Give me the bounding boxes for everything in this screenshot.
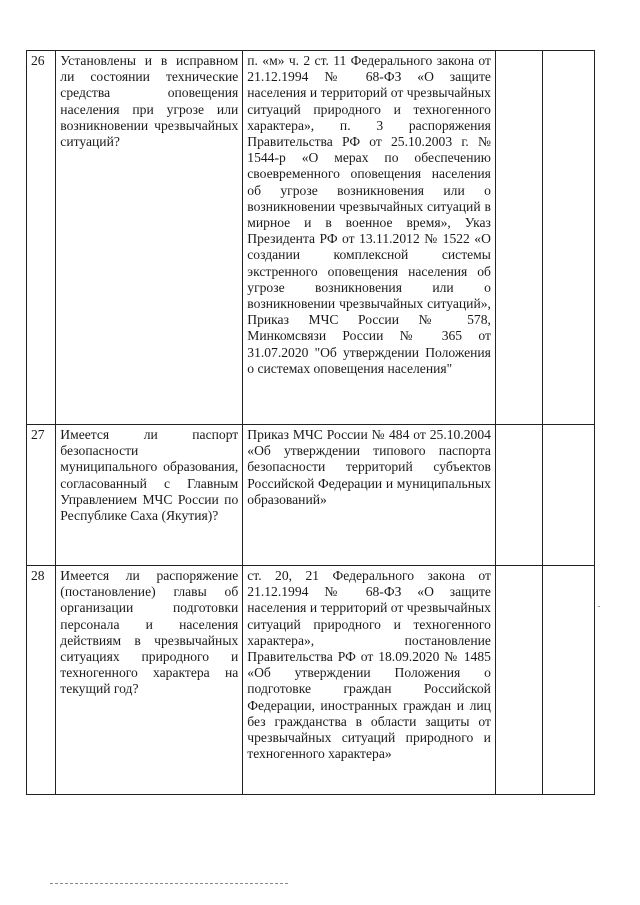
scan-artifact bbox=[598, 606, 600, 607]
empty-note-cell bbox=[543, 425, 595, 566]
table-row bbox=[27, 51, 595, 425]
row-number: 28 bbox=[27, 566, 56, 795]
row-number: 26 bbox=[27, 51, 56, 425]
legal-basis-cell: ст. 20, 21 Федерального закона от 21.12.1994 № 68-ФЗ «О защите населения и территорий от чрезвычайных ситуаций природного и техногенного характера», постановление Правительства РФ от 18.09.2020 № 1485 «Об утверждении Положения о подготовке граждан Российской Федерации, иностранных граждан и лиц без гражданства в области защиты от чрезвычайных ситуаций природного и техногенного характера» bbox=[243, 566, 496, 795]
legal-basis-cell: Приказ МЧС России № 484 от 25.10.2004 «Об утверждении типового паспорта безопасности территорий субъектов Российской Федерации и муниципальных образований» bbox=[243, 425, 496, 566]
table-row bbox=[27, 425, 595, 566]
empty-result-cell bbox=[495, 51, 543, 425]
empty-result-cell bbox=[495, 566, 543, 795]
legal-basis-cell: п. «м» ч. 2 ст. 11 Федерального закона от 21.12.1994 № 68-ФЗ «О защите населения и территорий от чрезвычайных ситуаций природного и техногенного характера», п. 3 распоряжения Правительства РФ от 25.10.2003 г. № 1544-р «О мерах по обеспечению своевременного оповещения населения об угрозе возникновения или о возникновении чрезвычайных ситуаций в мирное и в военное время», Указ Президента РФ от 13.11.2012 № 1522 «О создании комплексной системы экстренного оповещения населения об угрозе возникновения или о возникновении чрезвычайных ситуаций», Приказ МЧС России № 578, Минкомсвязи России № 365 от 31.07.2020 "Об утверждении Положения о системах оповещения населения" bbox=[243, 51, 496, 425]
table-row bbox=[27, 566, 595, 795]
empty-note-cell bbox=[543, 566, 595, 795]
footer-rule bbox=[50, 883, 288, 884]
empty-note-cell bbox=[543, 51, 595, 425]
row-number: 27 bbox=[27, 425, 56, 566]
question-cell: Имеется ли паспорт безопасности муниципального образования, согласованный с Главным Управлением МЧС России по Республике Саха (Якутия)? bbox=[56, 425, 243, 566]
question-cell: Установлены и в исправном ли состоянии технические средства оповещения населения при угрозе или возникновении чрезвычайных ситуаций? bbox=[56, 51, 243, 425]
checklist-table bbox=[26, 50, 595, 795]
question-cell: Имеется ли распоряжение (постановление) главы об организации подготовки персонала и населения действиям в чрезвычайных ситуациях природного и техногенного характера на текущий год? bbox=[56, 566, 243, 795]
empty-result-cell bbox=[495, 425, 543, 566]
